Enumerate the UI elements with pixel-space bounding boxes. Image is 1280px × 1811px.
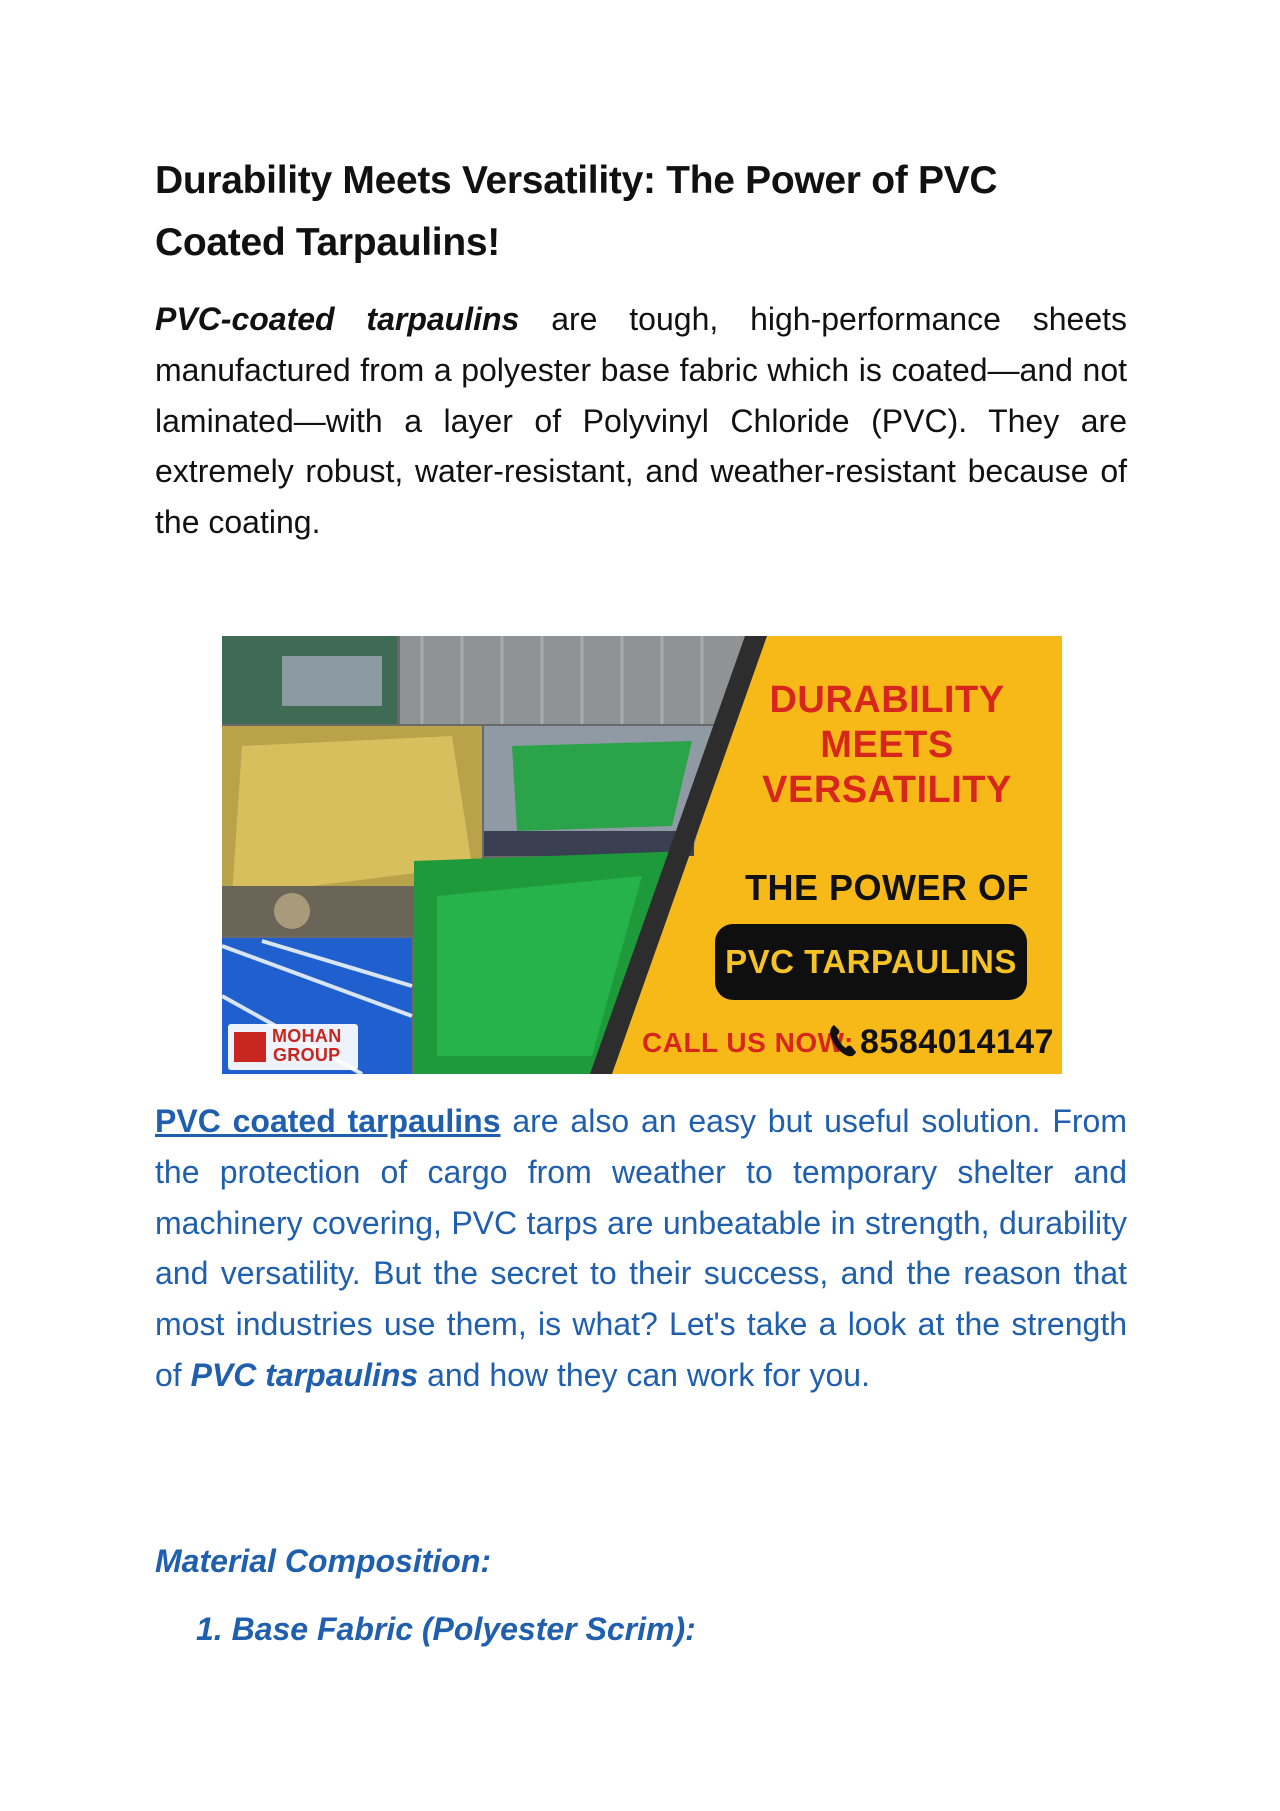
document-title: Durability Meets Versatility: The Power of PVC Coated Tarpaulins!: [155, 159, 998, 264]
intro-lead-term: PVC-coated tarpaulins: [155, 301, 520, 337]
logo-line2: GROUP: [272, 1045, 341, 1065]
logo-line1: MOHAN: [272, 1026, 342, 1046]
banner-headline-line3: VERSATILITY: [762, 769, 1012, 811]
second-paragraph-text-b: and how they can work for you.: [418, 1356, 870, 1393]
banner-headline: [722, 678, 1052, 813]
intro-paragraph: [155, 294, 1127, 548]
banner-call-label: CALL US NOW:: [642, 1027, 854, 1058]
banner-phone: 8584014147: [860, 1023, 1055, 1061]
banner-subhead: THE POWER OF: [745, 867, 1029, 908]
logo-text: [272, 1027, 342, 1065]
logo-mark-icon: [234, 1032, 266, 1062]
section-heading-material: Material Composition:: [155, 1543, 492, 1579]
promo-banner-image: [222, 636, 1062, 1074]
mohan-group-logo: [228, 1024, 358, 1070]
second-paragraph: [155, 1096, 1127, 1401]
banner-pill-label: PVC TARPAULINS: [715, 924, 1027, 1000]
second-paragraph-emphasis: PVC tarpaulins: [190, 1356, 419, 1393]
pvc-tarpaulins-link[interactable]: PVC coated tarpaulins: [155, 1103, 501, 1139]
list-item-base-fabric: 1. Base Fabric (Polyester Scrim):: [196, 1611, 696, 1647]
banner-headline-line1: DURABILITY: [769, 679, 1005, 721]
second-paragraph-text-a: are also an easy but useful solution. From the protection of cargo from weather to temporary shelter and machinery covering, PVC tarps are unbeatable in strength, durability and versatility. But the secret to their success, and the reason that most industries use them, is what? Let's take a look at the strength of: [155, 1103, 1127, 1393]
banner-headline-line2: MEETS: [820, 724, 954, 766]
phone-icon: [828, 1022, 858, 1058]
intro-text: are tough, high-performance sheets manufactured from a polyester base fabric which is coated—and not laminated—with a layer of Polyvinyl Chloride (PVC). They are extremely robust, water-resistant, and weather-resistant because of the coating.: [155, 301, 1128, 541]
